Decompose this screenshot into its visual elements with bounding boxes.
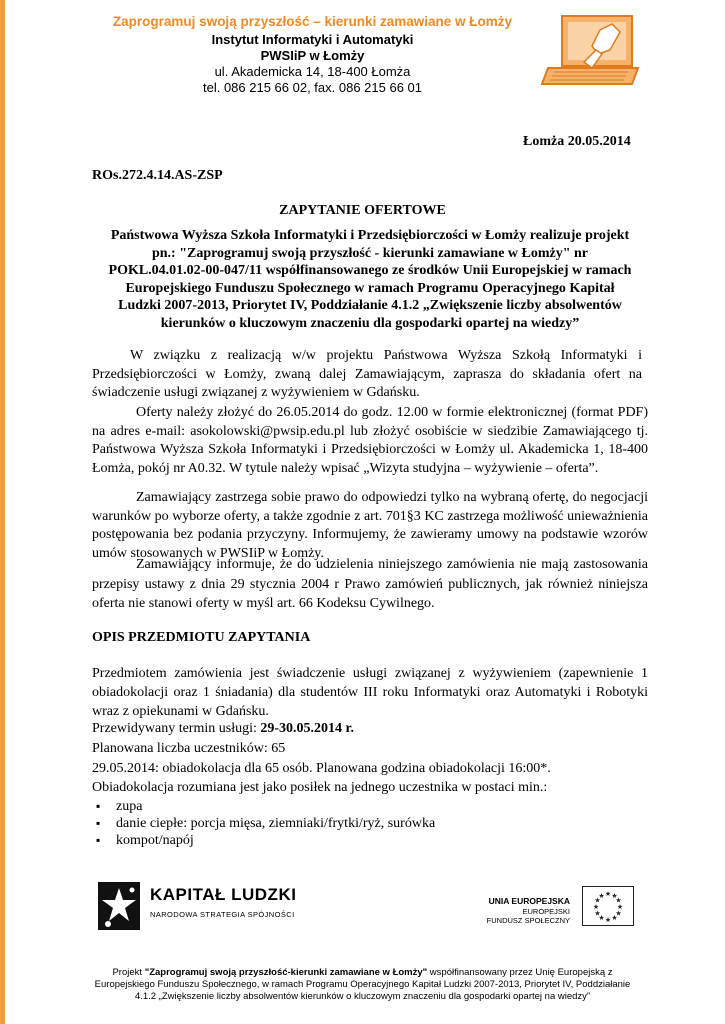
institute-name: Instytut Informatyki i Automatyki (211, 32, 414, 47)
eu-flag-icon (582, 886, 634, 926)
intro-line: Państwowa Wyższa Szkoła Informatyki i Przedsiębiorczości w Łomży realizuje projekt (110, 228, 630, 243)
menu-item: ▪ danie ciepłe: porcja mięsa, ziemniaki/frytki/ryż, surówka (92, 815, 435, 832)
paragraph-1: W związku z realizacją w/w projektu Państwowa Wyższa Szkołą Informatyki i Przedsiębiorczości w Łomży, zwaną dalej Zamawiającym, zaprasza do składania ofert na świadczenie usługi związanej z wyżywieniem w Gdańsku. (92, 348, 642, 400)
eu-fund-line1: EUROPEJSKI (522, 907, 570, 916)
svg-text:★: ★ (592, 903, 600, 911)
laptop-hand-logo (540, 10, 642, 92)
section-title: OPIS PRZEDMIOTU ZAPYTANIA (92, 630, 311, 645)
reference-number: ROs.272.4.14.AS-ZSP (92, 168, 223, 183)
menu-list (92, 798, 435, 849)
footer-post: współfinansowany przez Unię Europejską z (427, 967, 613, 978)
svg-text:★: ★ (598, 892, 605, 900)
kapital-ludzki-name: KAPITAŁ LUDZKI (150, 885, 297, 904)
kapital-ludzki-star-icon (96, 880, 142, 932)
paragraph-3: Zamawiający zastrzega sobie prawo do odpowiedzi tylko na wybraną ofertę, do negocjacji warunków po wyborze oferty, a także zgodnie z art. 701§3 KC zastrzega możliwość unieważnienia postępowania bez podania przyczyny. Informujemy, że zawieramy umowy na podstawie wzorów umów stosowanych w PWSIiP w Łomży. (92, 490, 648, 561)
service-term (92, 721, 354, 737)
date-line: Łomża 20.05.2014 (523, 134, 631, 149)
svg-text:★: ★ (604, 890, 612, 898)
intro-line: Europejskiego Funduszu Społecznego w ramach Programu Operacyjnego Kapitał (125, 280, 615, 296)
term-label: Przewidywany termin usługi: (92, 721, 261, 736)
footer-project: "Zaprogramuj swoją przyszłość-kierunki zamawiane w Łomży" (144, 967, 428, 978)
kapital-ludzki-subtitle: NARODOWA STRATEGIA SPÓJNOŚCI (150, 910, 295, 919)
svg-text:★: ★ (616, 903, 624, 911)
intro-line: kierunków o kluczowym znaczeniu dla gospodarki opartej na wiedzy” (160, 315, 580, 331)
address: ul. Akademicka 14, 18-400 Łomża (214, 64, 411, 79)
dinner-info: 29.05.2014: obiadokolacja dla 65 osób. Planowana godzina obiadokolacji 16:00*. (92, 761, 551, 776)
footer-line-3: 4.1.2 „Zwiększenie liczby absolwentów kierunków o kluczowym znaczeniu dla gospodarki opartej na wiedzy” (134, 991, 591, 1002)
menu-item: ▪ kompot/napój (92, 832, 435, 849)
footer-line-1 (40, 967, 685, 979)
school-name: PWSIiP w Łomży (260, 48, 365, 63)
menu-item: ▪ zupa (92, 798, 435, 815)
eu-title: UNIA EUROPEJSKA (488, 896, 570, 906)
intro-block (70, 227, 670, 332)
svg-text:★: ★ (594, 896, 601, 905)
svg-text:★: ★ (598, 914, 605, 922)
eu-fund-line2: FUNDUSZ SPOŁECZNY (486, 916, 570, 925)
phone-fax: tel. 086 215 66 02, fax. 086 215 66 01 (202, 80, 422, 95)
intro-line: Ludzki 2007-2013, Priorytet IV, Poddziałanie 4.1.2 „Zwiększenie liczby absolwentów (118, 298, 622, 313)
footer-line-2: Europejskiego Funduszu Społecznego, w ramach Programu Operacyjnego Kapitał Ludzki 2007-2013, Priorytet IV, Poddziałanie (94, 979, 631, 990)
document-title: ZAPYTANIE OFERTOWE (279, 203, 446, 218)
subject-paragraph: Przedmiotem zamówienia jest świadczenie usługi związanej z wyżywieniem (zapewnienie 1 obiadokolacji oraz 1 śniadania) dla studentów III roku Informatyki oraz Automatyki i Robotyki wraz z opiekunami w Gdańsku. (92, 666, 648, 719)
paragraph-4: Zamawiający informuje, że do udzielenia niniejszego zamówienia nie mają zastosowania przepisy ustawy z dnia 29 stycznia 2004 r Prawo zamówień publicznych, jak również niniejsza oferta nie stanowi oferty w myśl art. 66 Kodeksu Cywilnego. (92, 557, 648, 611)
svg-text:★: ★ (594, 909, 601, 918)
svg-text:★: ★ (604, 916, 612, 924)
svg-text:★: ★ (615, 896, 622, 905)
intro-line: POKL.04.01.02-00-047/11 współfinansowanego ze środków Unii Europejskiej w ramach (108, 263, 632, 278)
term-value: 29-30.05.2014 r. (260, 721, 354, 736)
dinner-definition: Obiadokolacja rozumiana jest jako posiłek na jednego uczestnika w postaci min.: (92, 780, 548, 795)
project-title: Zaprogramuj swoją przyszłość – kierunki zamawiane w Łomży (112, 14, 513, 29)
paragraph-2: Oferty należy złożyć do 26.05.2014 do godz. 12.00 w formie elektronicznej (format PDF) na adres e-mail: asokolowski@pwsip.edu.pl lub złożyć osobiście w siedzibie Zamawiającego tj. Państwowa Wyższa Szkoła Informatyki i Przedsiębiorczości w Łomży ul. Akademicka 1, 18-400 Łomża, pokój nr A0.32. W tytule należy wpisać „Wizyta studyjna – wyżywienie – oferta”. (92, 405, 648, 476)
svg-text:★: ★ (611, 892, 618, 900)
intro-line: pn.: "Zaprogramuj swoją przyszłość - kierunki zamawiane w Łomży" nr (151, 245, 589, 261)
participants: Planowana liczba uczestników: 65 (92, 741, 286, 756)
svg-text:★: ★ (615, 909, 622, 918)
left-accent-bar (0, 0, 5, 1024)
svg-text:★: ★ (611, 914, 618, 922)
footer-pre: Projekt (112, 967, 145, 978)
